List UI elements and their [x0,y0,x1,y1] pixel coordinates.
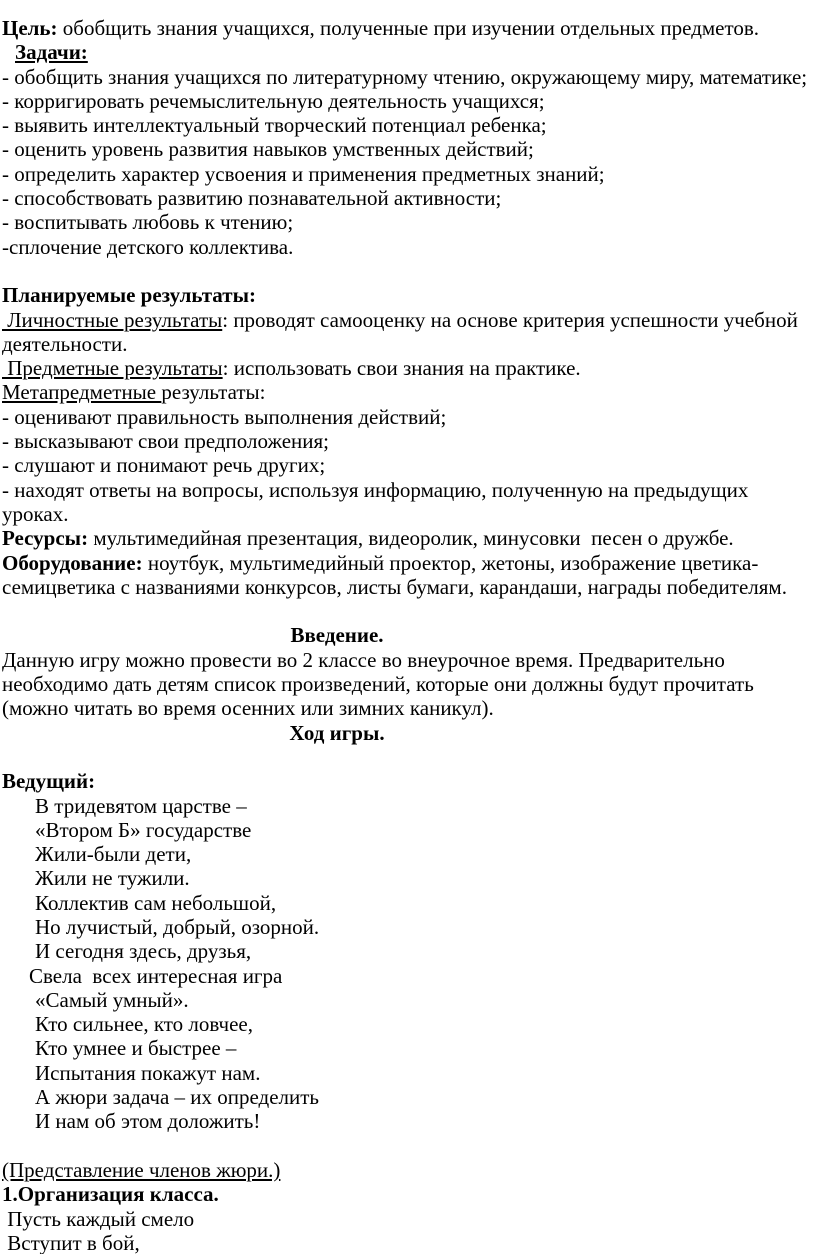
text-span: - корригировать речемыслительную деятельность учащихся; [2,88,545,113]
bold-text: Ход игры. [289,720,385,745]
text-span: Жили-были дети, [35,842,192,867]
bold-text: Ведущий: [2,769,96,794]
text-span: - слушают и понимают речь других; [2,453,326,478]
text-span: - определить характер усвоения и применения предметных знаний; [2,161,605,186]
poem-line [2,1085,816,1109]
text-span: (можно читать во время осенних или зимних каникул). [2,696,494,721]
text-span: Но лучистый, добрый, озорной. [35,914,320,939]
underlined-text: Личностные результаты [2,307,223,332]
section-1-heading [2,1182,816,1206]
verse-line [2,1231,816,1254]
poem-line [2,866,816,890]
text-span: - выявить интеллектуальный творческий потенциал ребенка; [2,113,547,138]
text-span: Вступит в бой, [2,1230,140,1254]
meta-results-heading [2,380,816,404]
meta-item-continuation [2,502,816,526]
text-span: уроках. [2,501,69,526]
poem-line [2,1012,816,1036]
task-item [2,65,816,89]
text-span: - оценивают правильность выполнения действий; [2,404,447,429]
text-span: семицветика с названиями конкурсов, листы бумаги, карандаши, награды победителям. [2,574,787,599]
text-span: И сегодня здесь, друзья, [35,939,252,964]
poem-line [2,842,816,866]
jury-presentation-note [2,1158,816,1182]
text-span: необходимо дать детям список произведений, которые они должны будут прочитать [2,672,754,697]
text-span: обобщить знания учащихся, полученные при изучении отдельных предметов. [57,16,760,40]
bold-text: Задачи: [15,40,88,65]
bold-text: Планируемые результаты: [2,283,256,308]
text-span: мультимедийная презентация, видеоролик, минусовки песен о дружбе. [88,526,734,551]
host-label [2,769,816,793]
poem-line [2,794,816,818]
introduction-text [2,648,816,672]
text-span: - находят ответы на вопросы, используя информацию, полученную на предыдущих [2,477,749,502]
text-span: результаты: [161,380,266,405]
text-span: Данную игру можно провести во 2 классе во внеурочное время. Предварительно [2,647,725,672]
meta-item [2,429,816,453]
bold-text: Введение. [290,623,384,648]
text-span: Испытания покажут нам. [35,1060,261,1085]
tasks-heading [2,40,816,64]
verse-line [2,1207,816,1231]
text-span: В тридевятом царстве – [35,793,247,818]
text-span: ноутбук, мультимедийный проектор, жетоны, изображение цветика- [142,550,759,575]
text-span: Свела всех интересная игра [29,963,283,988]
text-span: Кто сильнее, кто ловчее, [35,1012,253,1037]
text-span: - обобщить знания учащихся по литературному чтению, окружающему миру, математике; [2,64,808,89]
bold-text: Оборудование: [2,550,143,575]
meta-item [2,453,816,477]
subject-results-line [2,356,816,380]
blank-line [2,259,816,283]
meta-item [2,478,816,502]
poem-line [2,915,816,939]
underlined-text: Предметные результаты [2,356,223,381]
task-item [2,235,816,259]
underlined-text: (Представление членов жюри.) [2,1157,281,1182]
text-span: - способствовать развитию познавательной активности; [2,186,502,211]
task-item [2,210,816,234]
text-span: -сплочение детского коллектива. [2,234,294,259]
bold-text: Ресурсы: [2,526,89,551]
text-span: Коллектив сам небольшой, [35,890,277,915]
equipment-line [2,551,816,575]
bold-text: Цель: [2,16,58,40]
text-span: : использовать свои знания на практике. [222,356,581,381]
text-span: И нам об этом доложить! [35,1109,261,1134]
text-span: - оценить уровень развития навыков умственных действий; [2,137,534,162]
meta-item [2,405,816,429]
task-item [2,162,816,186]
poem-line [2,818,816,842]
resources-line [2,526,816,550]
text-span: деятельности. [2,331,128,356]
poem-line [2,891,816,915]
planned-results-heading [2,283,816,307]
text-span: А жюри задача – их определить [35,1085,320,1110]
poem-line [2,1036,816,1060]
poem-line [2,939,816,963]
task-item [2,137,816,161]
goal-line [2,16,816,40]
text-span: Пусть каждый смело [2,1206,195,1231]
task-item [2,186,816,210]
text-span: - высказывают свои предположения; [2,429,329,454]
bold-text: 1.Организация класса. [2,1182,219,1207]
introduction-heading [2,623,672,647]
task-item [2,89,816,113]
blank-line [2,745,816,769]
underlined-text: Метапредметные [2,380,162,405]
introduction-text [2,696,816,720]
blank-line [2,1134,816,1158]
text-span: - воспитывать любовь к чтению; [2,210,294,235]
text-span: : проводят самооценку на основе критерия успешности учебной [222,307,798,332]
personal-results-continuation [2,332,816,356]
poem-line [2,964,816,988]
poem-line [2,1109,816,1133]
equipment-continuation [2,575,816,599]
text-span: «Самый умный». [35,987,189,1012]
text-span: «Втором Б» государстве [35,817,252,842]
poem-line [2,1061,816,1085]
introduction-text [2,672,816,696]
blank-line [2,599,816,623]
text-span: Жили не тужили. [35,866,190,891]
personal-results-line [2,308,816,332]
task-item [2,113,816,137]
poem-line [2,988,816,1012]
game-course-heading [2,721,672,745]
text-span: Кто умнее и быстрее – [35,1036,237,1061]
